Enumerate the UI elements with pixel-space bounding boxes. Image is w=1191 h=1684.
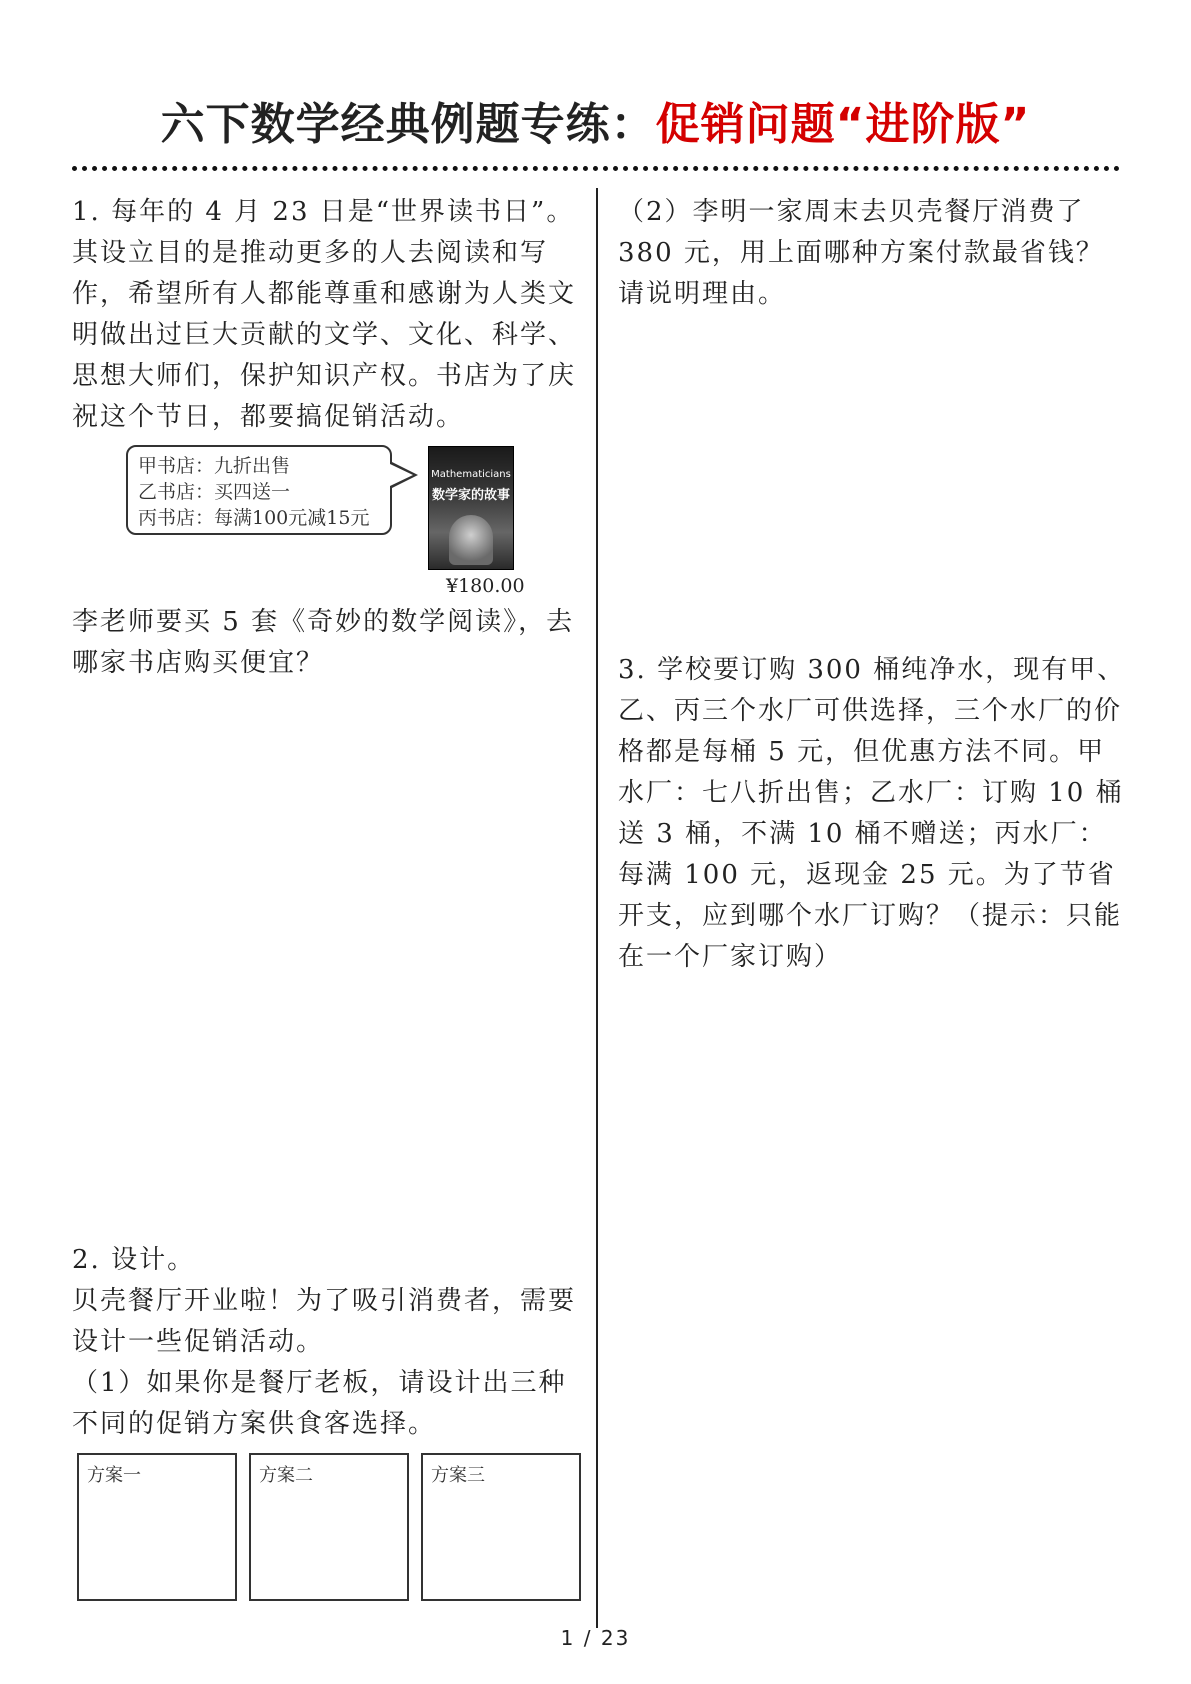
q2-part2 [618,192,1128,315]
q2-part1: （1）如果你是餐厅老板，请设计出三种不同的促销方案供食客选择。 [72,1368,567,1439]
plan-box-3[interactable] [421,1453,581,1601]
q1-intro [72,192,578,438]
book-cover-image [428,446,514,570]
page-title [0,88,1191,152]
q3-block [618,650,1128,978]
store-offers-bubble [126,445,392,535]
store-offer-bing: 丙书店：每满100元减15元 [138,507,370,529]
book-price: ¥180.00 [446,575,525,597]
q1-question [72,602,578,684]
title-red: 促销问题“进阶版” [655,99,1031,150]
column-divider [596,188,598,1628]
bubble-tail-inner [390,464,413,486]
book-title-en: Mathematicians [431,469,511,480]
store-offer-jia: 甲书店：九折出售 [138,455,291,477]
q1-intro-text: 1. 每年的 4 月 23 日是“世界读书日”。其设立目的是推动更多的人去阅读和写作，希望所有人都能尊重和感谢为人类文明做出过巨大贡献的文学、文化、科学、思想大师们，保护知识产权。书店为了庆祝这个节日，都要搞促销活动。 [72,197,577,432]
page-number: 1 / 23 [560,1626,631,1650]
book-title-cn: 数学家的故事 [431,488,510,503]
plan-box-1[interactable] [77,1453,237,1601]
plan-box-2[interactable] [249,1453,409,1601]
plan-label-1: 方案一 [87,1465,141,1486]
plan-label-3: 方案三 [431,1465,485,1486]
q3-text: 3. 学校要订购 300 桶纯净水，现有甲、乙、丙三个水厂可供选择，三个水厂的价格都是每桶 5 元，但优惠方法不同。甲水厂：七八折出售；乙水厂：订购 10 桶送 3 桶，不满 10 桶不赠送；丙水厂：每满 100 元，返现金 25 元。为了节省开支，应到哪个水厂订购？（提示：只能在一个厂家订购） [618,655,1126,972]
q2-block [72,1240,578,1445]
store-offer-yi: 乙书店：买四送一 [138,481,291,503]
dotted-separator [72,166,1120,171]
q2-intro: 贝壳餐厅开业啦！为了吸引消费者，需要设计一些促销活动。 [72,1286,577,1357]
title-black: 六下数学经典例题专练： [160,99,656,150]
q2-part2-text: （2）李明一家周末去贝壳餐厅消费了 380 元，用上面哪种方案付款最省钱？请说明理由。 [618,197,1104,309]
q2-heading: 2. 设计。 [72,1245,196,1275]
plan-label-2: 方案二 [259,1465,313,1486]
q1-question-text: 李老师要买 5 套《奇妙的数学阅读》，去哪家书店购买便宜？ [72,607,575,678]
portrait-illustration [449,515,493,565]
